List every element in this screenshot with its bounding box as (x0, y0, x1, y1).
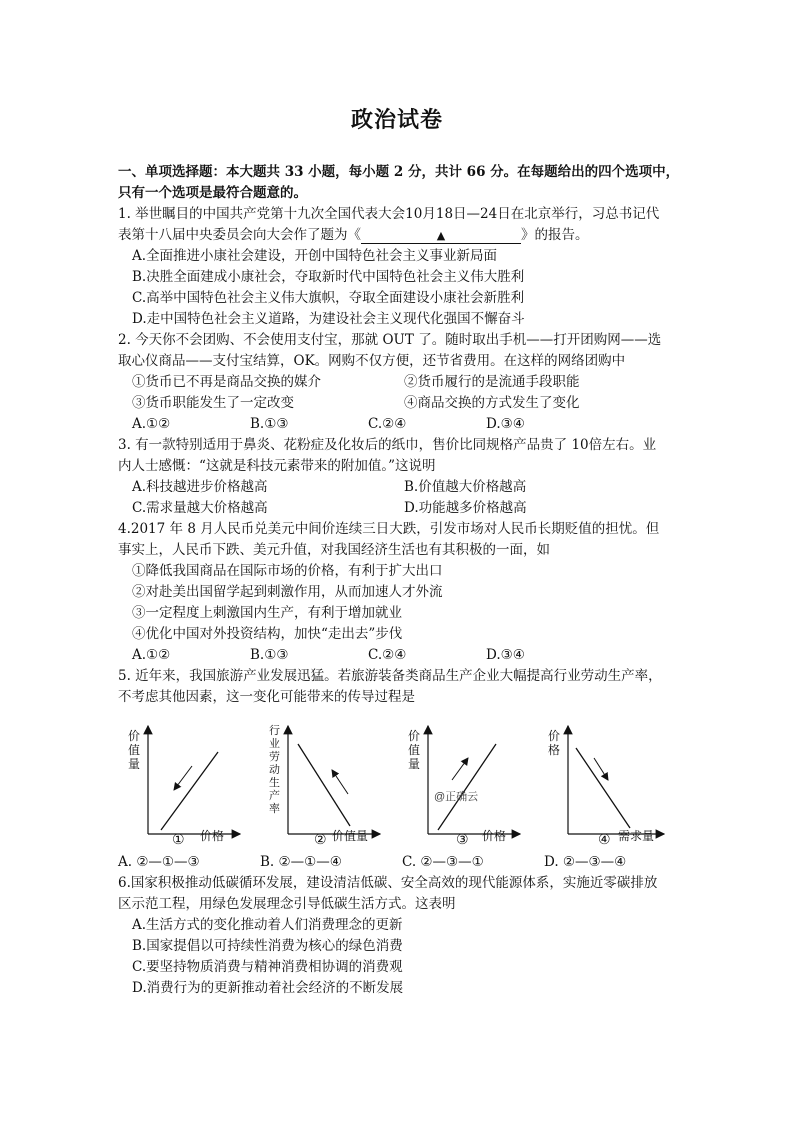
q6-stem-line2: 区示范工程，用绿色发展理念引导低碳生活方式。这表明 (118, 896, 456, 912)
q5-chart-2-ylabel-7: 率 (269, 802, 280, 815)
q4-item-4: ④优化中国对外投资结构，加快“走出去”步伐 (132, 626, 403, 642)
q4-item-1: ①降低我国商品在国际市场的价格，有利于扩大出口 (132, 563, 443, 579)
q2-item-4: ④商品交换的方式发生了变化 (404, 395, 580, 411)
q5-chart-2-arrow (332, 770, 348, 794)
q6-option-c: C.要坚持物质消费与精神消费相协调的消费观 (132, 959, 403, 975)
q5-chart-1-arrow (174, 766, 192, 790)
q1-stem-line2-a: 表第十八届中央委员会向大会作了题为《 (118, 227, 361, 243)
q5-chart-2-ylabel-2: 业 (269, 737, 280, 750)
q5-option-d: D. ②—③—④ (544, 854, 627, 870)
q5-chart-1-ylabel-2: 值 (128, 743, 141, 757)
q5-option-a: A. ②—①—③ (118, 854, 200, 870)
q4-stem-line2: 事实上，人民币下跌、美元升值，对我国经济生活也有其积极的一面，如 (118, 542, 550, 558)
q2-item-2: ②货币履行的是流通手段职能 (404, 374, 580, 390)
q5-chart-4-ylabel-1: 价 (548, 729, 561, 743)
q1-option-d: D.走中国特色社会主义道路，为建设社会主义现代化强国不懈奋斗 (132, 311, 525, 327)
q1-option-c: C.高举中国特色社会主义伟大旗帜，夺取全面建设小康社会新胜利 (132, 290, 525, 306)
q5-chart-3-watermark: @正确云 (434, 791, 479, 803)
q3-option-a: A.科技越进步价格越高 (132, 479, 268, 495)
q2-item-3: ③货币职能发生了一定改变 (132, 395, 294, 411)
q5-chart-2-ylabel-3: 劳 (269, 750, 280, 763)
q5-chart-2-number: ② (314, 832, 327, 848)
q4-option-c: C.②④ (368, 647, 407, 663)
q6-stem-line1: 6.国家积极推动低碳循环发展，建设清洁低碳、安全高效的现代能源体系，实施近零碳排放 (118, 875, 658, 891)
page-title: 政治试卷 (350, 107, 443, 133)
q4-option-a: A.①② (132, 647, 171, 663)
q4-options (118, 645, 684, 666)
q5-chart-3-ylabel-2: 值 (408, 743, 421, 757)
q5-chart-3-xlabel: 价格 (482, 829, 507, 843)
q5-chart-1-figure (126, 722, 246, 848)
q5-chart-4-xlabel: 需求量 (618, 829, 655, 843)
q5-chart-2-xlabel: 价值量 (332, 829, 369, 843)
q4-item-2: ②对赴美出国留学起到刺激作用，从而加速人才外流 (132, 584, 443, 600)
q2-stem-line1: 2. 今天你不会团购、不会使用支付宝，那就 OUT 了。随时取出手机——打开团购网——选 (118, 332, 662, 348)
q1-stem-line2 (118, 225, 684, 246)
q5-chart-2-ylabel-4: 动 (269, 763, 280, 776)
q2-stem-line2: 取心仪商品——支付宝结算，OK。网购不仅方便，还节省费用。在这样的网络团购中 (118, 353, 626, 369)
q4-stem-line1: 4.2017 年 8 月人民币兑美元中间价连续三日大跌，引发市场对人民币长期贬值的担忧。但 (118, 521, 660, 537)
q4-option-b: B.①③ (250, 647, 289, 663)
q5-chart-4-ylabel-2: 格 (548, 743, 561, 757)
q2-items-row1 (118, 372, 684, 393)
q5-stem-line2: 不考虑其他因素，这一变化可能带来的传导过程是 (118, 689, 415, 705)
q1-stem-line2-b: 》的报告。 (521, 227, 589, 243)
q5-option-c: C. ②—③—① (402, 854, 484, 870)
q3-option-d: D.功能越多价格越高 (404, 500, 527, 516)
q2-option-a: A.①② (132, 416, 171, 432)
q5-chart-1-line (161, 752, 218, 830)
q1-blank: ▲ (361, 227, 521, 244)
q5-chart-1 (126, 722, 246, 848)
q2-option-d: D.③④ (486, 416, 525, 432)
section-heading-line1: 一、单项选择题：本大题共 33 小题，每小题 2 分，共计 66 分。在每题给出的四个选项中， (118, 164, 680, 180)
q3-options-row2 (118, 498, 684, 519)
section-heading-line2: 只有一个选项是最符合题意的。 (118, 185, 307, 201)
q5-chart-4-number: ④ (598, 832, 611, 848)
q5-option-b: B. ②—①—④ (260, 854, 342, 870)
q3-stem-line2: 内人士感慨：“这就是科技元素带来的附加值。”这说明 (118, 458, 436, 474)
q2-options (118, 414, 684, 435)
q3-options-row1 (118, 477, 684, 498)
q1-stem-line1: 1. 举世瞩目的中国共产党第十九次全国代表大会10月18日—24日在北京举行，习总书记代 (118, 206, 660, 222)
q5-chart-4-line (576, 748, 630, 828)
q5-chart-2-ylabel-5: 生 (269, 776, 280, 789)
q5-chart-2-ylabel-6: 产 (269, 789, 280, 802)
q5-chart-3-ylabel-1: 价 (408, 729, 421, 743)
q5-chart-3-line (438, 744, 496, 830)
q3-option-c: C.需求量越大价格越高 (132, 500, 268, 516)
q2-items-row2 (118, 393, 684, 414)
q5-chart-1-ylabel-1: 价 (128, 729, 141, 743)
q6-option-a: A.生活方式的变化推动着人们消费理念的更新 (132, 917, 403, 933)
q5-chart-2-ylabel-1: 行 (269, 724, 280, 737)
exam-content (118, 162, 684, 999)
q5-chart-1-xlabel: 价格 (200, 829, 225, 843)
q5-chart-1-number: ① (172, 832, 185, 848)
q5-chart-3-arrow (452, 758, 468, 780)
q2-item-1: ①货币已不再是商品交换的媒介 (132, 374, 321, 390)
q4-item-3: ③一定程度上刺激国内生产，有利于增加就业 (132, 605, 402, 621)
q4-option-d: D.③④ (486, 647, 525, 663)
q5-options (118, 852, 684, 873)
q5-stem-line1: 5. 近年来，我国旅游产业发展迅猛。若旅游装备类商品生产企业大幅提高行业劳动生产率， (118, 668, 662, 684)
q5-chart-3-number: ③ (456, 832, 469, 848)
q5-chart-3-ylabel-3: 量 (408, 757, 421, 771)
q1-option-b: B.决胜全面建成小康社会，夺取新时代中国特色社会主义伟大胜利 (132, 269, 525, 285)
q5-chart-1-ylabel-3: 量 (128, 757, 141, 771)
q3-stem-line1: 3. 有一款特别适用于鼻炎、花粉症及化妆后的纸巾，售价比同规格产品贵了 10倍左右。业 (118, 437, 657, 453)
q3-option-b: B.价值越大价格越高 (404, 479, 527, 495)
q1-option-a: A.全面推进小康社会建设，开创中国特色社会主义事业新局面 (132, 248, 498, 264)
q2-option-c: C.②④ (368, 416, 407, 432)
q2-option-b: B.①③ (250, 416, 289, 432)
q6-option-d: D.消费行为的更新推动着社会经济的不断发展 (132, 980, 404, 996)
q6-option-b: B.国家提倡以可持续性消费为核心的绿色消费 (132, 938, 403, 954)
